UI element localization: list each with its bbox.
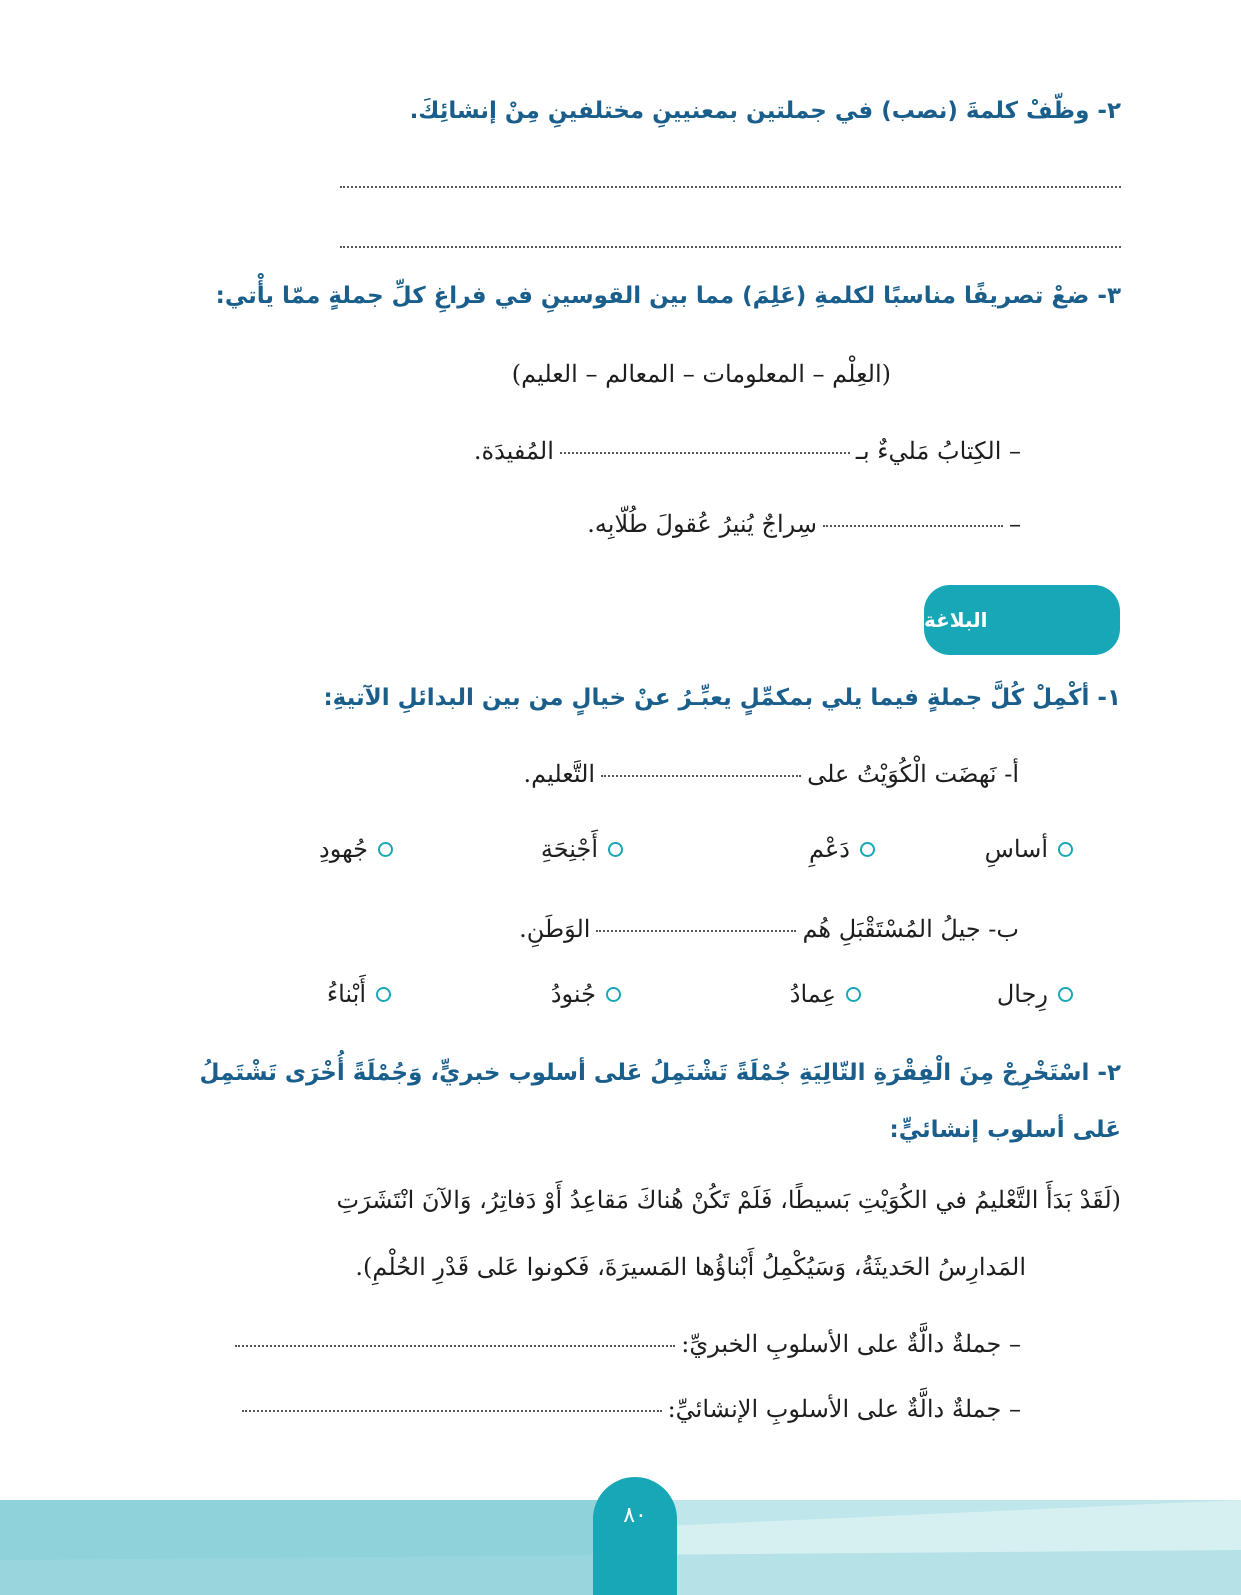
- sentence-a: [523, 760, 1019, 788]
- radio-circle-icon[interactable]: [376, 987, 391, 1002]
- word-options: (العِلْم – المعلومات – المعالم – العليم): [511, 360, 891, 388]
- option-b1[interactable]: رِجال: [997, 980, 1073, 1008]
- blank-field[interactable]: [560, 452, 850, 454]
- blank-field[interactable]: [823, 525, 1003, 527]
- answer-field[interactable]: [235, 1345, 675, 1347]
- question-3: [216, 283, 1121, 309]
- radio-circle-icon[interactable]: [378, 842, 393, 857]
- fill-sentence-2: [587, 510, 1021, 538]
- option-b3[interactable]: جُنودُ: [551, 980, 621, 1008]
- question-number: ٢-: [1097, 98, 1121, 124]
- answer-field[interactable]: [242, 1410, 662, 1412]
- passage-line-2: المَدارِسُ الحَديثَةُ، وَسَيُكْمِلُ أَبْناؤُها المَسيرَةَ، فَكونوا عَلى قَدْرِ الحُلْمِ).: [355, 1253, 1026, 1281]
- radio-circle-icon[interactable]: [1058, 987, 1073, 1002]
- balagha-question-2: [200, 1060, 1121, 1086]
- option-b2[interactable]: عِمادُ: [790, 980, 861, 1008]
- answer-statement-declarative: [229, 1330, 1021, 1358]
- option-a2[interactable]: دَعْمِ: [809, 835, 875, 863]
- option-a4[interactable]: جُهودِ: [319, 835, 393, 863]
- question-text-line-2: عَلى أسلوب إنشائيٍّ:: [889, 1117, 1121, 1143]
- question-text: أكْمِلْ كُلَّ جملةٍ فيما يلي بمكمِّلٍ يعبِّـرُ عنْ خيالٍ من بين البدائلِ الآتيةِ:: [323, 685, 1090, 711]
- blank-field[interactable]: [601, 775, 801, 777]
- sentence-start: أ- نَهضَت الْكُوَيْتُ على: [807, 760, 1019, 788]
- radio-circle-icon[interactable]: [846, 987, 861, 1002]
- section-badge: البلاغة: [924, 585, 1120, 655]
- sentence-end: سِراجٌ يُنيرُ عُقولَ طُلّابِه.: [587, 510, 817, 538]
- question-number: ٢-: [1097, 1060, 1121, 1086]
- balagha-question-1: [323, 685, 1121, 711]
- option-b4[interactable]: أَبْناءُ: [327, 980, 391, 1008]
- answer-label: – جملةٌ دالَّةٌ على الأسلوبِ الخبريِّ:: [681, 1330, 1021, 1358]
- answer-label: – جملةٌ دالَّةٌ على الأسلوبِ الإنشائيِّ:: [667, 1395, 1021, 1423]
- question-number: ١-: [1097, 685, 1121, 711]
- sentence-end: التَّعليم.: [523, 760, 596, 788]
- answer-line-2[interactable]: [340, 246, 1121, 248]
- question-text: وظّفْ كلمةَ (نصب) في جملتين بمعنيينِ مختلفينِ مِنْ إنشائِكَ.: [409, 98, 1090, 124]
- radio-circle-icon[interactable]: [608, 842, 623, 857]
- sentence-start: ب- جيلُ المُسْتَقْبَلِ هُم: [802, 915, 1019, 943]
- page-number: ٨٠: [593, 1477, 677, 1595]
- sentence-start: –: [1009, 510, 1021, 538]
- option-a3[interactable]: أَجْنِحَةِ: [541, 835, 623, 863]
- question-text: ضعْ تصريفًا مناسبًا لكلمةِ (عَلِمَ) مما بين القوسينِ في فراغِ كلِّ جملةٍ ممّا يأْتي:: [215, 283, 1090, 309]
- radio-circle-icon[interactable]: [1058, 842, 1073, 857]
- question-number: ٣-: [1097, 283, 1121, 309]
- option-a1[interactable]: أساسِ: [985, 835, 1073, 863]
- radio-circle-icon[interactable]: [606, 987, 621, 1002]
- radio-circle-icon[interactable]: [860, 842, 875, 857]
- question-text-line-1: اسْتَخْرِجْ مِنَ الْفِقْرَةِ التّالِيَةِ جُمْلَةً تَشْتَمِلُ عَلى أسلوب خبريٍّ، وَجُمْلَةً أُخْرَى تَشْتَمِلُ: [199, 1060, 1090, 1086]
- sentence-end: المُفيدَة.: [473, 437, 554, 465]
- passage-line-1: (لَقَدْ بَدَأَ التَّعْليمُ في الكُوَيْتِ بَسيطًا، فَلَمْ تَكُنْ هُناكَ مَقاعِدُ أَوْ دَفاتِرُ، وَالآنَ انْتَشَرَتِ: [336, 1186, 1121, 1214]
- blank-field[interactable]: [596, 930, 796, 932]
- sentence-start: – الكِتابُ مَليءٌ بـ: [855, 437, 1021, 465]
- answer-line-1[interactable]: [340, 186, 1121, 188]
- question-2: [410, 98, 1121, 124]
- answer-statement-imperative: [236, 1395, 1021, 1423]
- fill-sentence-1: [474, 437, 1021, 465]
- sentence-b: [519, 915, 1019, 943]
- sentence-end: الوَطَنِ.: [519, 915, 591, 943]
